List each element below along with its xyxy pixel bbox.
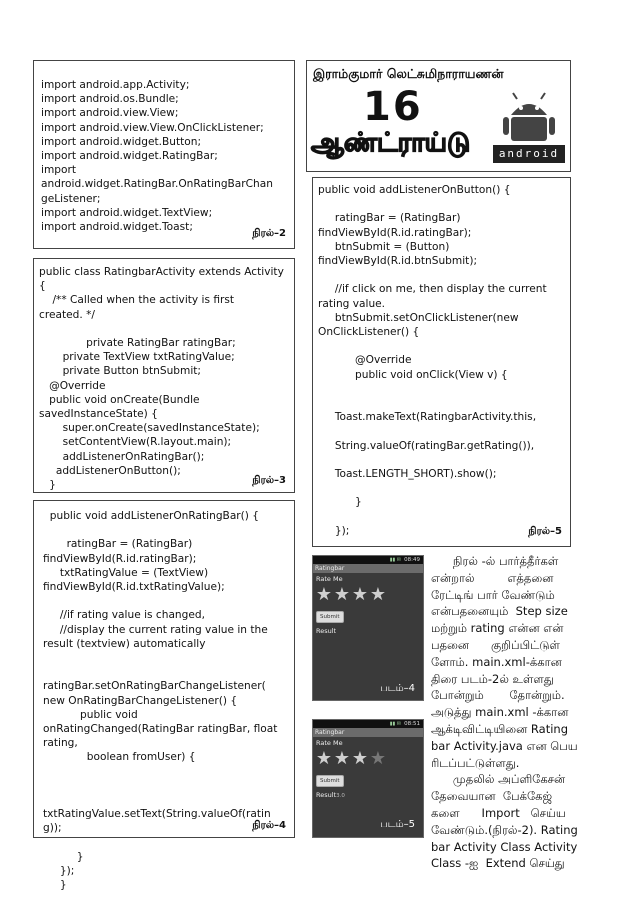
code-text: public void addListenerOnButton() { ratingBar = (RatingBar) findViewById(R.id.ratingBar); btnSubmit = (Button) findViewById(R.id.btnSubmit); //if click on me, then display the current rating value. btnSubmit.setOnClickListener(new OnClickListener() { @Override public void onClick(View v) { Toast.makeText(RatingbarActivity.this, String.valueOf(ratingBar.getRating()), Toast.LENGTH_SHORT).show(); } }); [318, 184, 547, 537]
figure-caption: படம்–5 [380, 819, 415, 830]
submit-button[interactable]: Submit [316, 611, 344, 623]
signal-icon: ▮▮ ✉ [389, 557, 401, 563]
signal-icon: ▮▮ ✉ [389, 721, 401, 727]
result-text: Result [316, 791, 337, 799]
star-icon[interactable]: ★ [369, 748, 387, 769]
listing-label: நிரல்–4 [252, 820, 286, 831]
star-icon[interactable]: ★ [333, 584, 351, 605]
code-listing-4 [33, 500, 295, 892]
star-icon[interactable]: ★ [351, 584, 369, 605]
rate-label: Rate Me [316, 575, 343, 583]
figure-caption: படம்–4 [380, 683, 415, 694]
result-label [313, 789, 423, 801]
rating-bar[interactable] [313, 585, 423, 603]
status-bar [313, 720, 423, 728]
issue-number: 16 [363, 84, 423, 130]
star-icon[interactable]: ★ [333, 748, 351, 769]
listing-label: நிரல்–2 [252, 228, 286, 239]
article-header [306, 60, 571, 172]
code-text: public void addListenerOnRatingBar() { ratingBar = (RatingBar) findViewById(R.id.ratingBar); txtRatingValue = (TextView) findViewById(R.id.txtRatingValue); //if rating value is changed, //display the current rating value in the result (textview) automatically ratingBar.setOnRatingBarChangeListener( new OnRatingBarChangeListener() { public void onRatingChanged(RatingBar ratingBar, float rating, boolean fromUser) { txtRatingValue.setText(String.valueOf(ratin g)); } }); } [43, 510, 278, 892]
screenshot-2 [312, 719, 424, 838]
status-time: 08:51 [404, 721, 420, 727]
series-title: ஆண்ட்ராய்டு [311, 128, 471, 158]
app-title: Ratingbar [313, 728, 423, 737]
app-title: Ratingbar [313, 564, 423, 573]
author-name: இராம்குமார் லெட்சுமிநாராயணன் [313, 66, 504, 81]
rating-bar[interactable] [313, 749, 423, 767]
code-text: import android.app.Activity; import android.os.Bundle; import android.view.View; import android.view.View.OnClickListener; import android.widget.Button; import android.widget.RatingBar; import android.widget.RatingBar.OnRatingBarChan geListener; import android.widget.TextView; import android.widget.Toast; [41, 79, 273, 234]
result-value: 3.0 [336, 793, 345, 799]
code-listing-3 [33, 258, 295, 493]
android-wordmark: android [493, 145, 565, 163]
screenshot-1 [312, 555, 424, 701]
status-time: 08:49 [404, 557, 420, 563]
result-label [313, 625, 423, 637]
star-icon[interactable]: ★ [315, 748, 333, 769]
article-text: நிரல் -ல் பார்த்தீர்கள் என்றால் எத்தனை ரேட்டிங் பார் வேண்டும் என்பதனையும் Step size மற்றும் rating என்ன என் பதனை குறிப்பிட்டுள் ளோம். main.xml-க்கான திரை படம்-2ல் உள்ளது போன்றும் தோன்றும். அடுத்து main.xml -க்கான ஆக்டிவிட்டியினை Rating bar Activity.java என பெய ரிடப்பட்டுள்ளது. முதலில் அப்ளிகேசன் தேவையான பேக்கேஜ் களை Import செய்ய வேண்டும்.(நிரல்-2). Rating bar Activity Class Activity Class -ஐ Extend செய்து [431, 554, 578, 871]
code-listing-5 [312, 177, 571, 547]
star-icon[interactable]: ★ [369, 584, 387, 605]
android-logo [491, 85, 567, 165]
result-text: Result [316, 627, 337, 635]
rate-label: Rate Me [316, 739, 343, 747]
code-listing-2 [33, 60, 295, 249]
listing-label: நிரல்–5 [528, 526, 562, 537]
star-icon[interactable]: ★ [315, 584, 333, 605]
code-text: public class RatingbarActivity extends Activity { /** Called when the activity is first created. */ private RatingBar ratingBar; private TextView txtRatingValue; private Button btnSubmit; @Override public void onCreate(Bundle savedInstanceState) { super.onCreate(savedInstanceState); setContentView(R.layout.main); addListenerOnRatingBar(); addListenerOnButton(); } [39, 266, 284, 492]
submit-button[interactable]: Submit [316, 775, 344, 787]
star-icon[interactable]: ★ [351, 748, 369, 769]
status-bar [313, 556, 423, 564]
listing-label: நிரல்–3 [252, 475, 286, 486]
